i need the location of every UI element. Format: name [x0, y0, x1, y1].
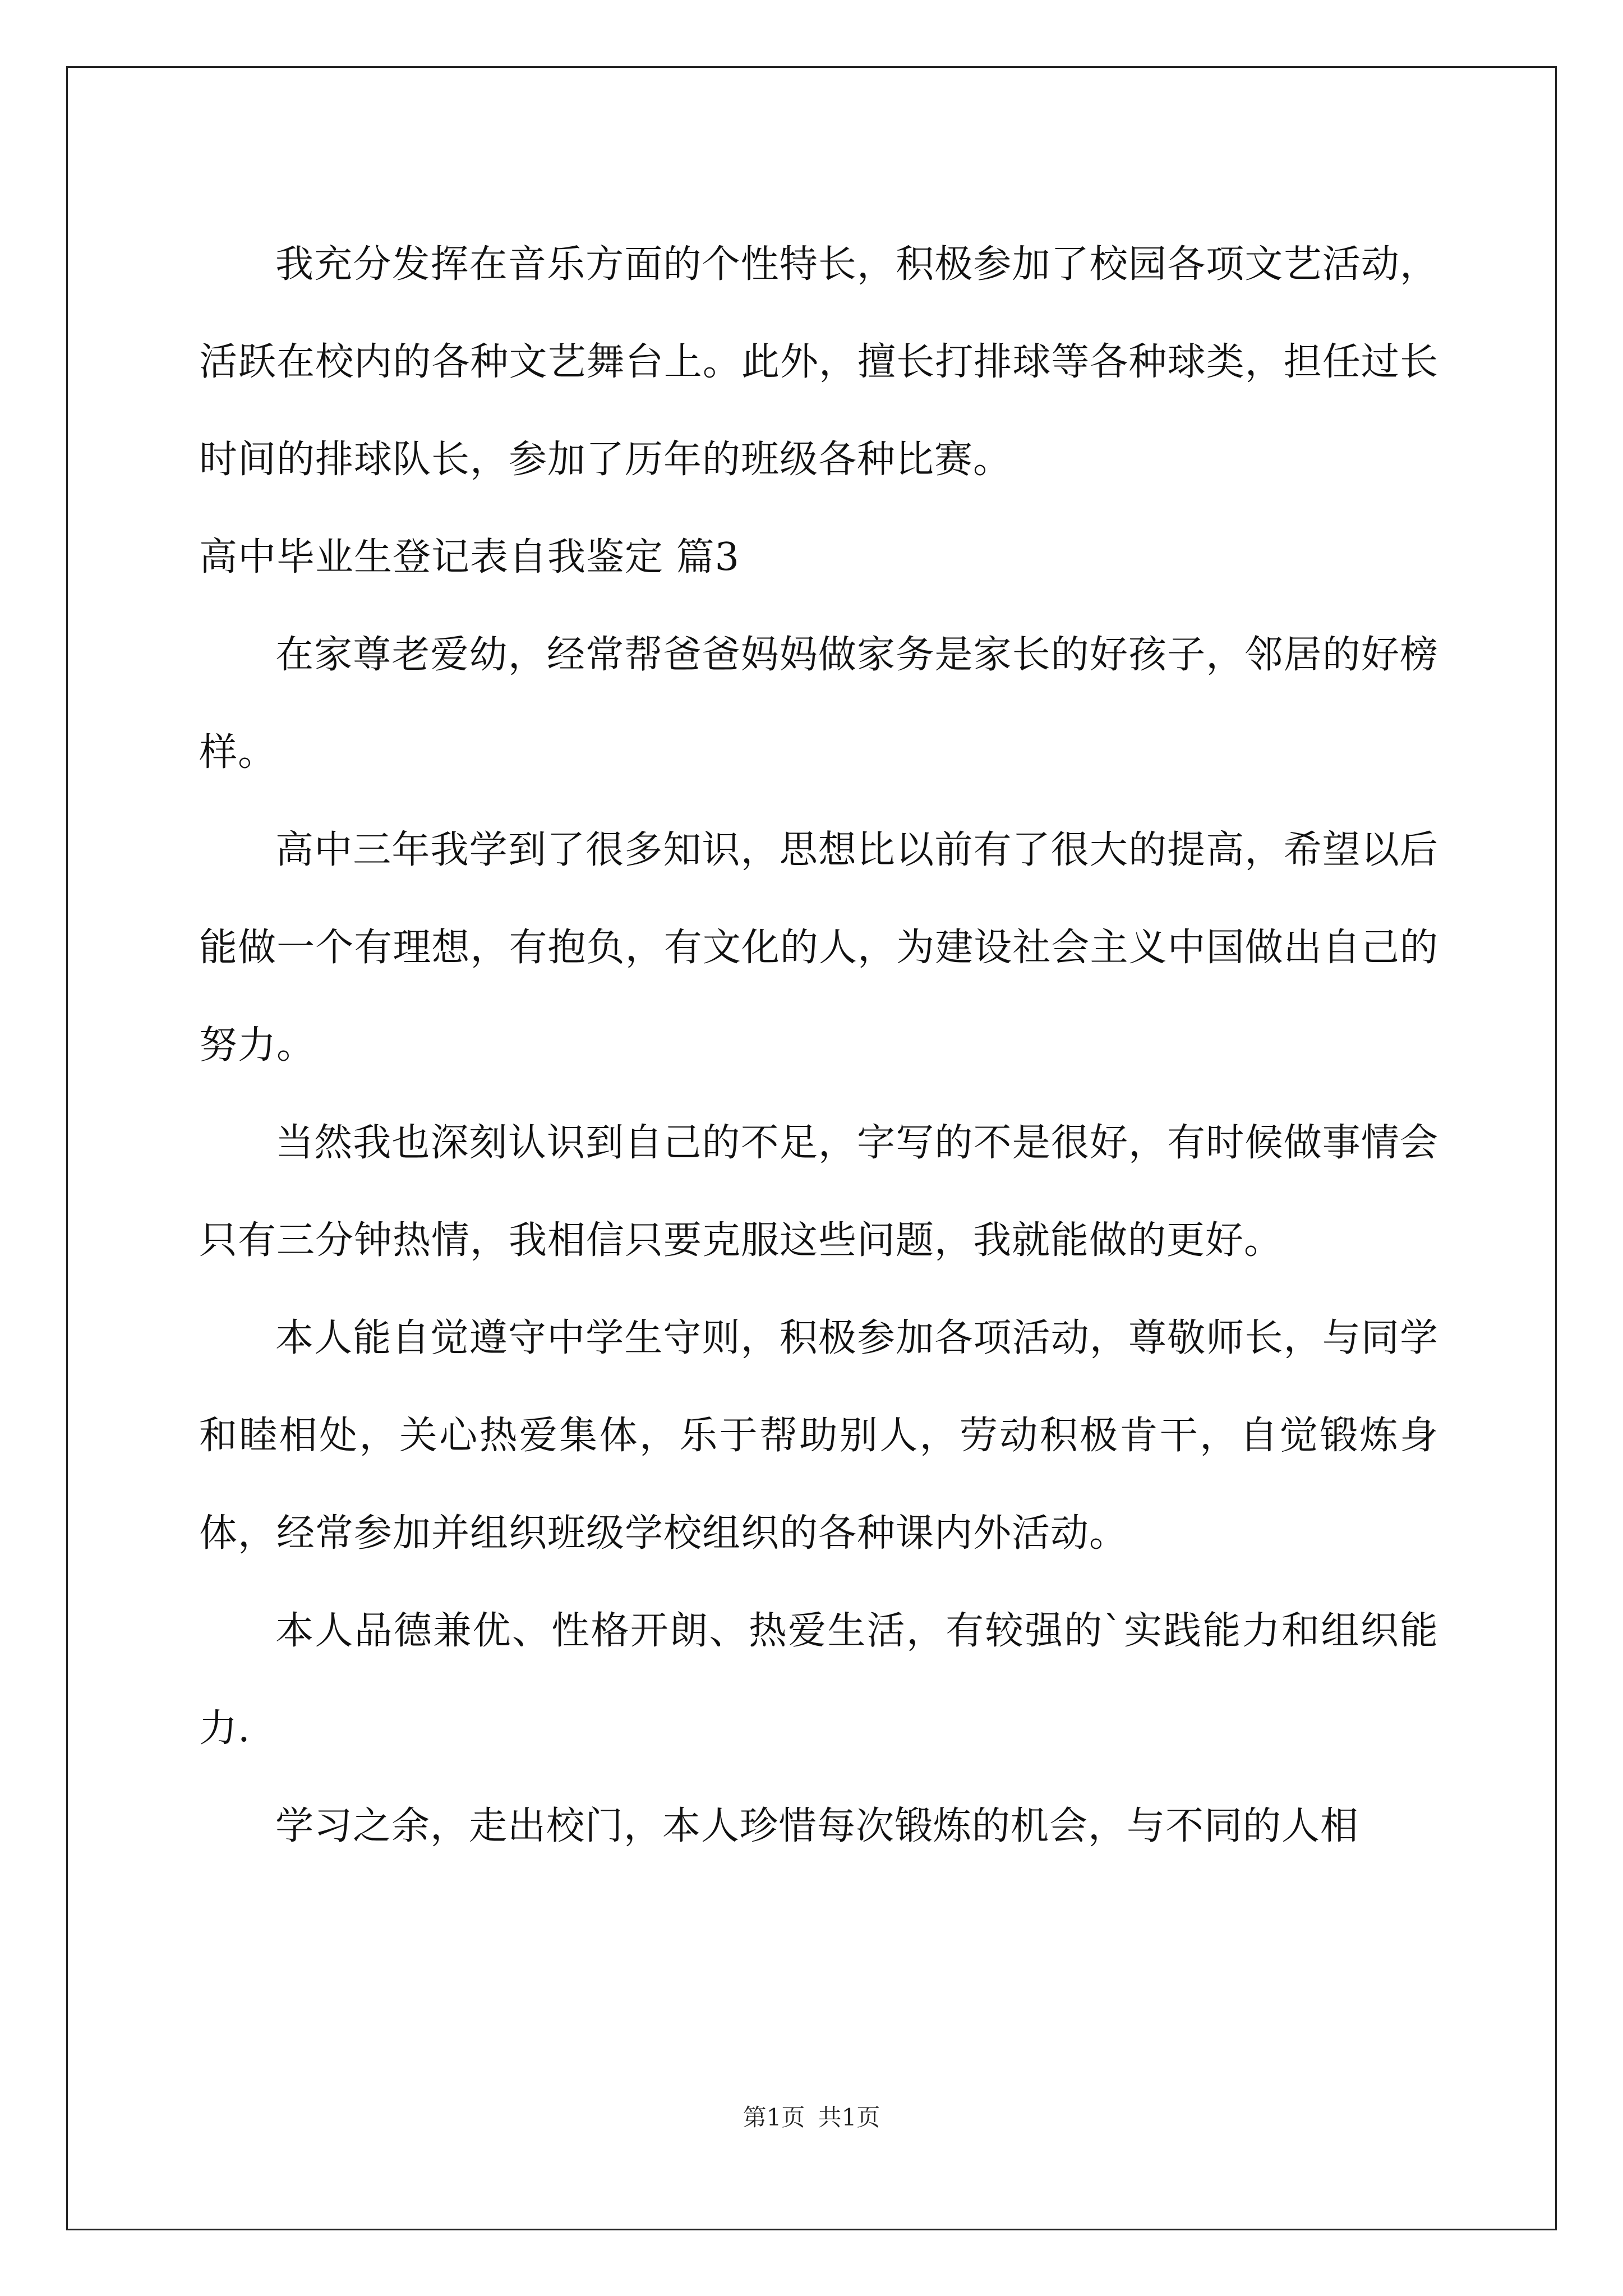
paragraph: 我充分发挥在音乐方面的个性特长，积极参加了校园各项文艺活动，活跃在校内的各种文艺舞台上。此外，擅长打排球等各种球类，担任过长时间的排球队长，参加了历年的班级各种比赛。: [199, 242, 1438, 482]
paragraph: 本人品德兼优、性格开朗、热爱生活，有较强的`实践能力和组织能力.: [199, 1609, 1438, 1751]
document-body: [199, 216, 1438, 1875]
paragraph: 当然我也深刻认识到自己的不足，字写的不是很好，有时候做事情会只有三分钟热情，我相信只要克服这些问题，我就能做的更好。: [199, 1121, 1438, 1263]
paragraph: 高中三年我学到了很多知识，思想比以前有了很大的提高，希望以后能做一个有理想，有抱负，有文化的人，为建设社会主义中国做出自己的努力。: [199, 828, 1438, 1068]
paragraph: 在家尊老爱幼，经常帮爸爸妈妈做家务是家长的好孩子，邻居的好榜样。: [199, 633, 1438, 775]
paragraph: 学习之余，走出校门，本人珍惜每次锻炼的机会，与不同的人相: [275, 1804, 1359, 1848]
section-heading: 高中毕业生登记表自我鉴定 篇3: [199, 535, 740, 579]
paragraph: 本人能自觉遵守中学生守则，积极参加各项活动，尊敬师长，与同学和睦相处，关心热爱集体，乐于帮助别人，劳动积极肯干，自觉锻炼身体，经常参加并组织班级学校组织的各种课内外活动。: [199, 1316, 1438, 1556]
page-footer: 第1页 共1页: [743, 2104, 880, 2131]
